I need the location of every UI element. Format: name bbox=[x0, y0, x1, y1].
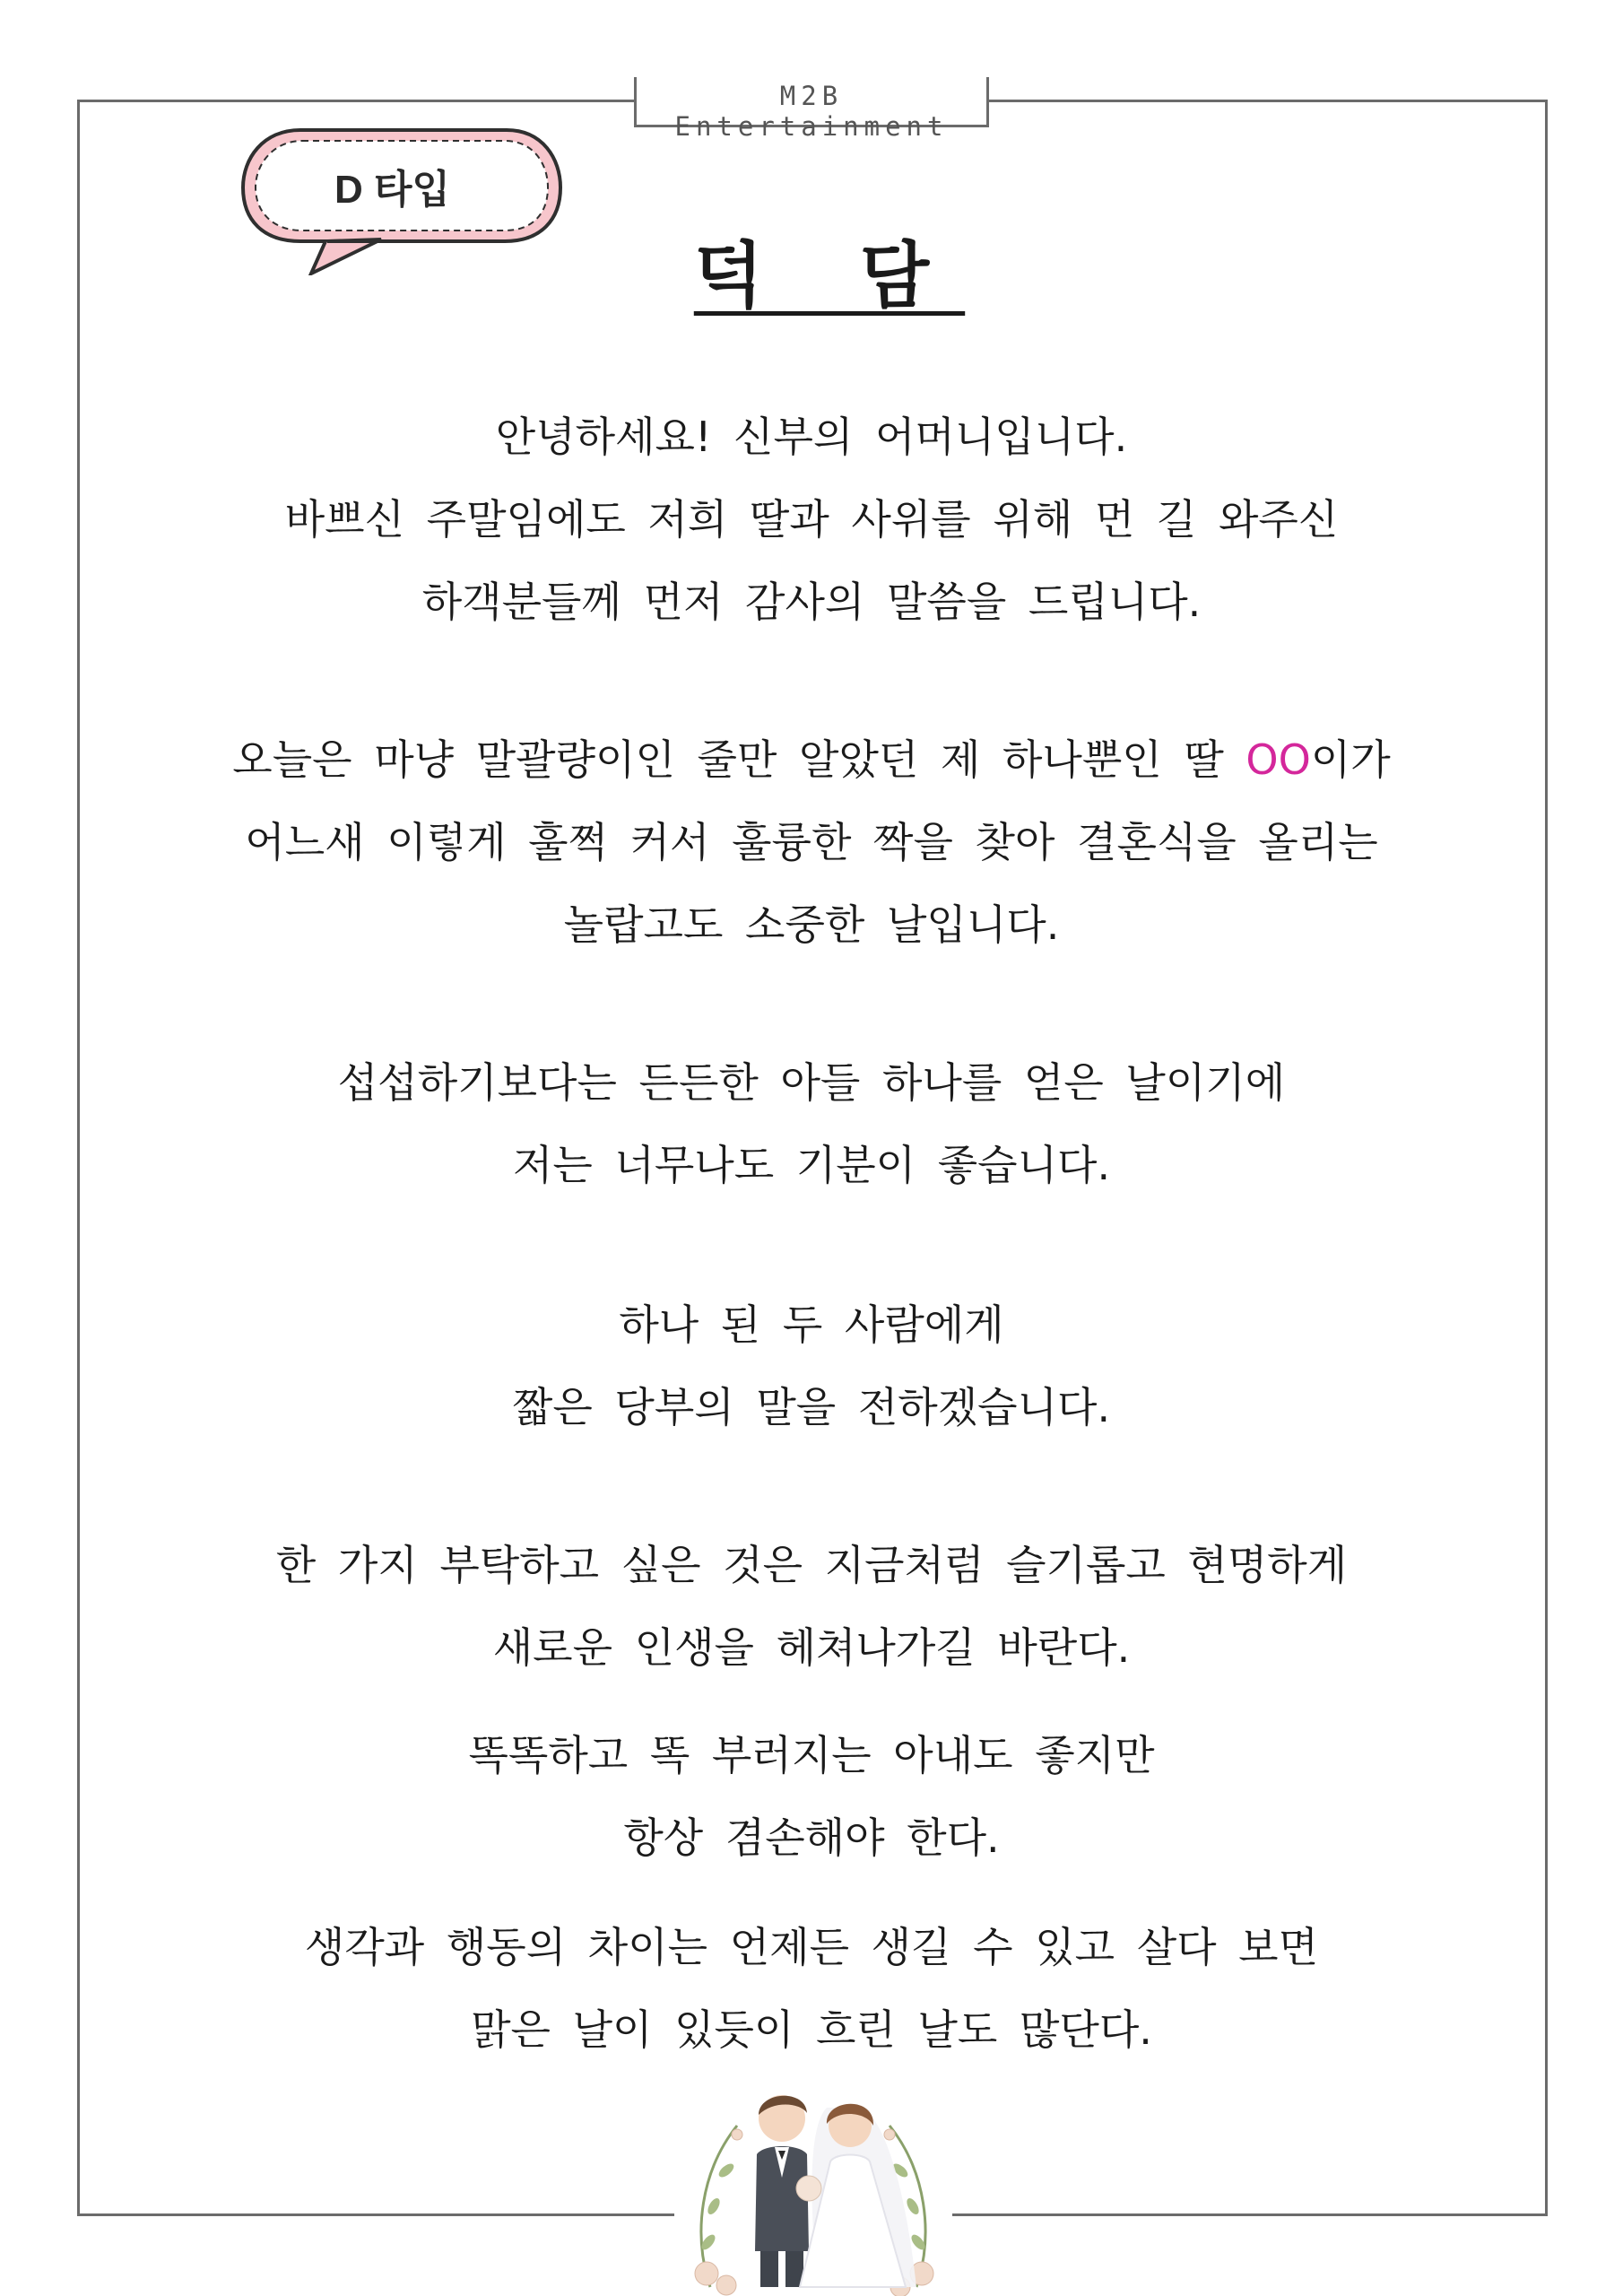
name-placeholder: OO bbox=[1245, 735, 1311, 784]
text-line bbox=[135, 727, 1488, 787]
text-line: 새로운 인생을 헤쳐나가길 바란다. bbox=[492, 1623, 1131, 1672]
page-title bbox=[0, 218, 1623, 321]
text-line: 놀랍고도 소중한 날입니다. bbox=[563, 900, 1060, 949]
text-line: 하나 된 두 사람에게 bbox=[619, 1300, 1004, 1349]
text-line: 안녕하세요! 신부의 어머니입니다. bbox=[495, 413, 1128, 461]
text-line: 맑은 날이 있듯이 흐린 날도 많단다. bbox=[471, 2005, 1152, 2054]
brand-tab bbox=[634, 77, 989, 142]
text-segment: 오늘은 마냥 말괄량이인 줄만 알았던 제 하나뿐인 딸 bbox=[232, 735, 1246, 784]
text-line: 똑똑하고 똑 부러지는 아내도 좋지만 bbox=[468, 1731, 1155, 1779]
text-line: 저는 너무나도 기분이 좋습니다. bbox=[512, 1141, 1111, 1189]
text-line: 하객분들께 먼저 감사의 말씀을 드립니다. bbox=[421, 578, 1202, 626]
wedding-couple-illustration bbox=[674, 2072, 952, 2296]
brand-name: M2B Entertainment bbox=[674, 81, 949, 142]
text-segment: 이가 bbox=[1310, 735, 1391, 784]
page-title-text: 덕 담 bbox=[693, 234, 966, 317]
type-label: D 타입 bbox=[334, 168, 451, 212]
text-line: 바쁘신 주말임에도 저희 딸과 사위를 위해 먼 길 와주신 bbox=[284, 495, 1339, 544]
text-line: 생각과 행동의 차이는 언제든 생길 수 있고 살다 보면 bbox=[304, 1923, 1319, 1971]
text-line: 짧은 당부의 말을 전하겠습니다. bbox=[512, 1383, 1111, 1431]
text-line: 어느새 이렇게 훌쩍 커서 훌륭한 짝을 찾아 결혼식을 올리는 bbox=[245, 818, 1378, 866]
text-line: 한 가지 부탁하고 싶은 것은 지금처럼 슬기롭고 현명하게 bbox=[275, 1541, 1348, 1589]
text-line: 섭섭하기보다는 든든한 아들 하나를 얻은 날이기에 bbox=[337, 1058, 1286, 1107]
text-line: 항상 겸손해야 한다. bbox=[623, 1813, 1000, 1862]
